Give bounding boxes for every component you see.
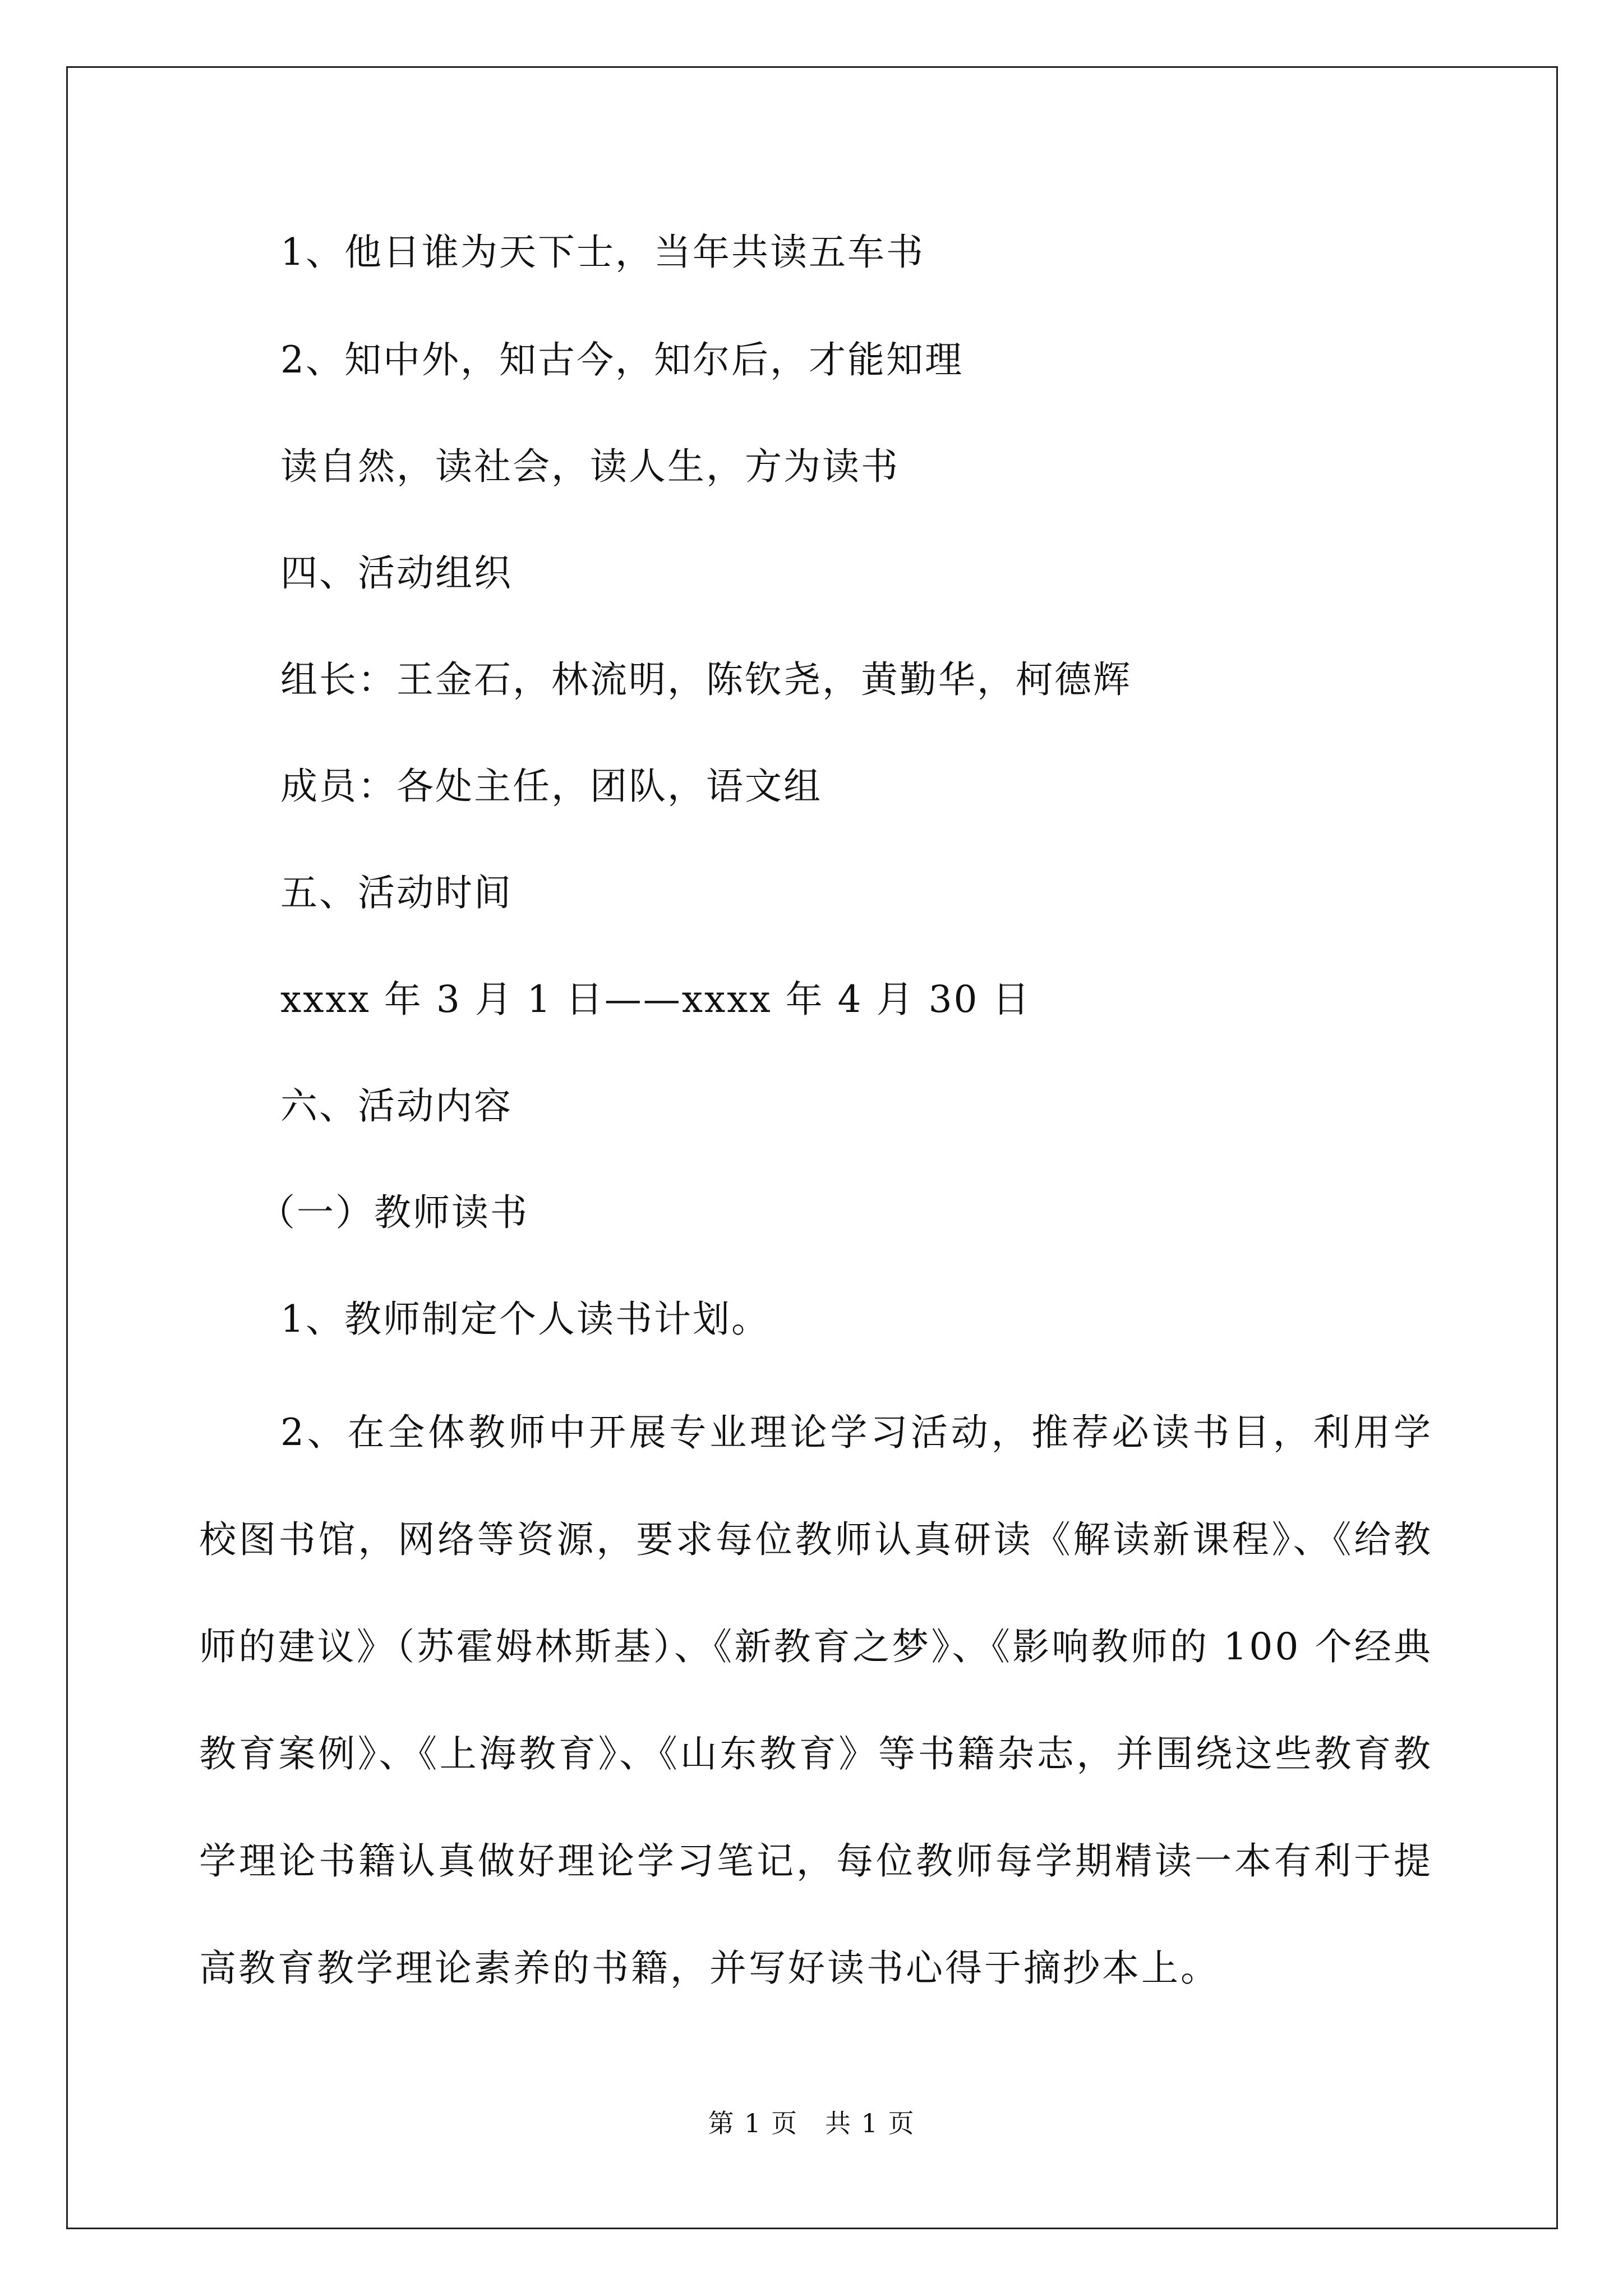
line-1: 1、他日谁为天下士，当年共读五车书 [280, 231, 925, 274]
line-reading-plan: 1、教师制定个人读书计划。 [280, 1297, 770, 1341]
section-heading-6: 六、活动内容 [280, 1084, 513, 1128]
line-2: 2、知中外，知古今，知尔后，才能知理 [280, 338, 963, 381]
page-footer: 第 1 页 共 1 页 [708, 2108, 915, 2138]
line-activity-dates: xxxx 年 3 月 1 日——xxxx 年 4 月 30 日 [280, 978, 1031, 1021]
line-members: 成员：各处主任，团队，语文组 [280, 765, 822, 808]
section-heading-4: 四、活动组织 [280, 551, 513, 595]
paragraph-theory-study: 2、在全体教师中开展专业理论学习活动，推荐必读书目，利用学校图书馆，网络等资源，要求每位教师认真研读《解读新课程》、《给教师的建议》（苏霍姆林斯基）、《新教育之梦》、《影响教师的 100 个经典教育案例》、《上海教育》、《山东教育》等书籍杂志，并围绕这些教育教学理论书籍认真做好理论学习笔记，每位教师每学期精读一本有利于提高教育教学理论素养的书籍，并写好读书心得于摘抄本上。 [199, 1411, 1433, 1990]
section-heading-5: 五、活动时间 [280, 871, 513, 914]
line-3: 读自然，读社会，读人生，方为读书 [280, 445, 900, 488]
line-group-leaders: 组长：王金石，林流明，陈钦尧，黄勤华，柯德辉 [280, 658, 1132, 701]
subsection-heading-1: （一）教师读书 [258, 1191, 529, 1234]
